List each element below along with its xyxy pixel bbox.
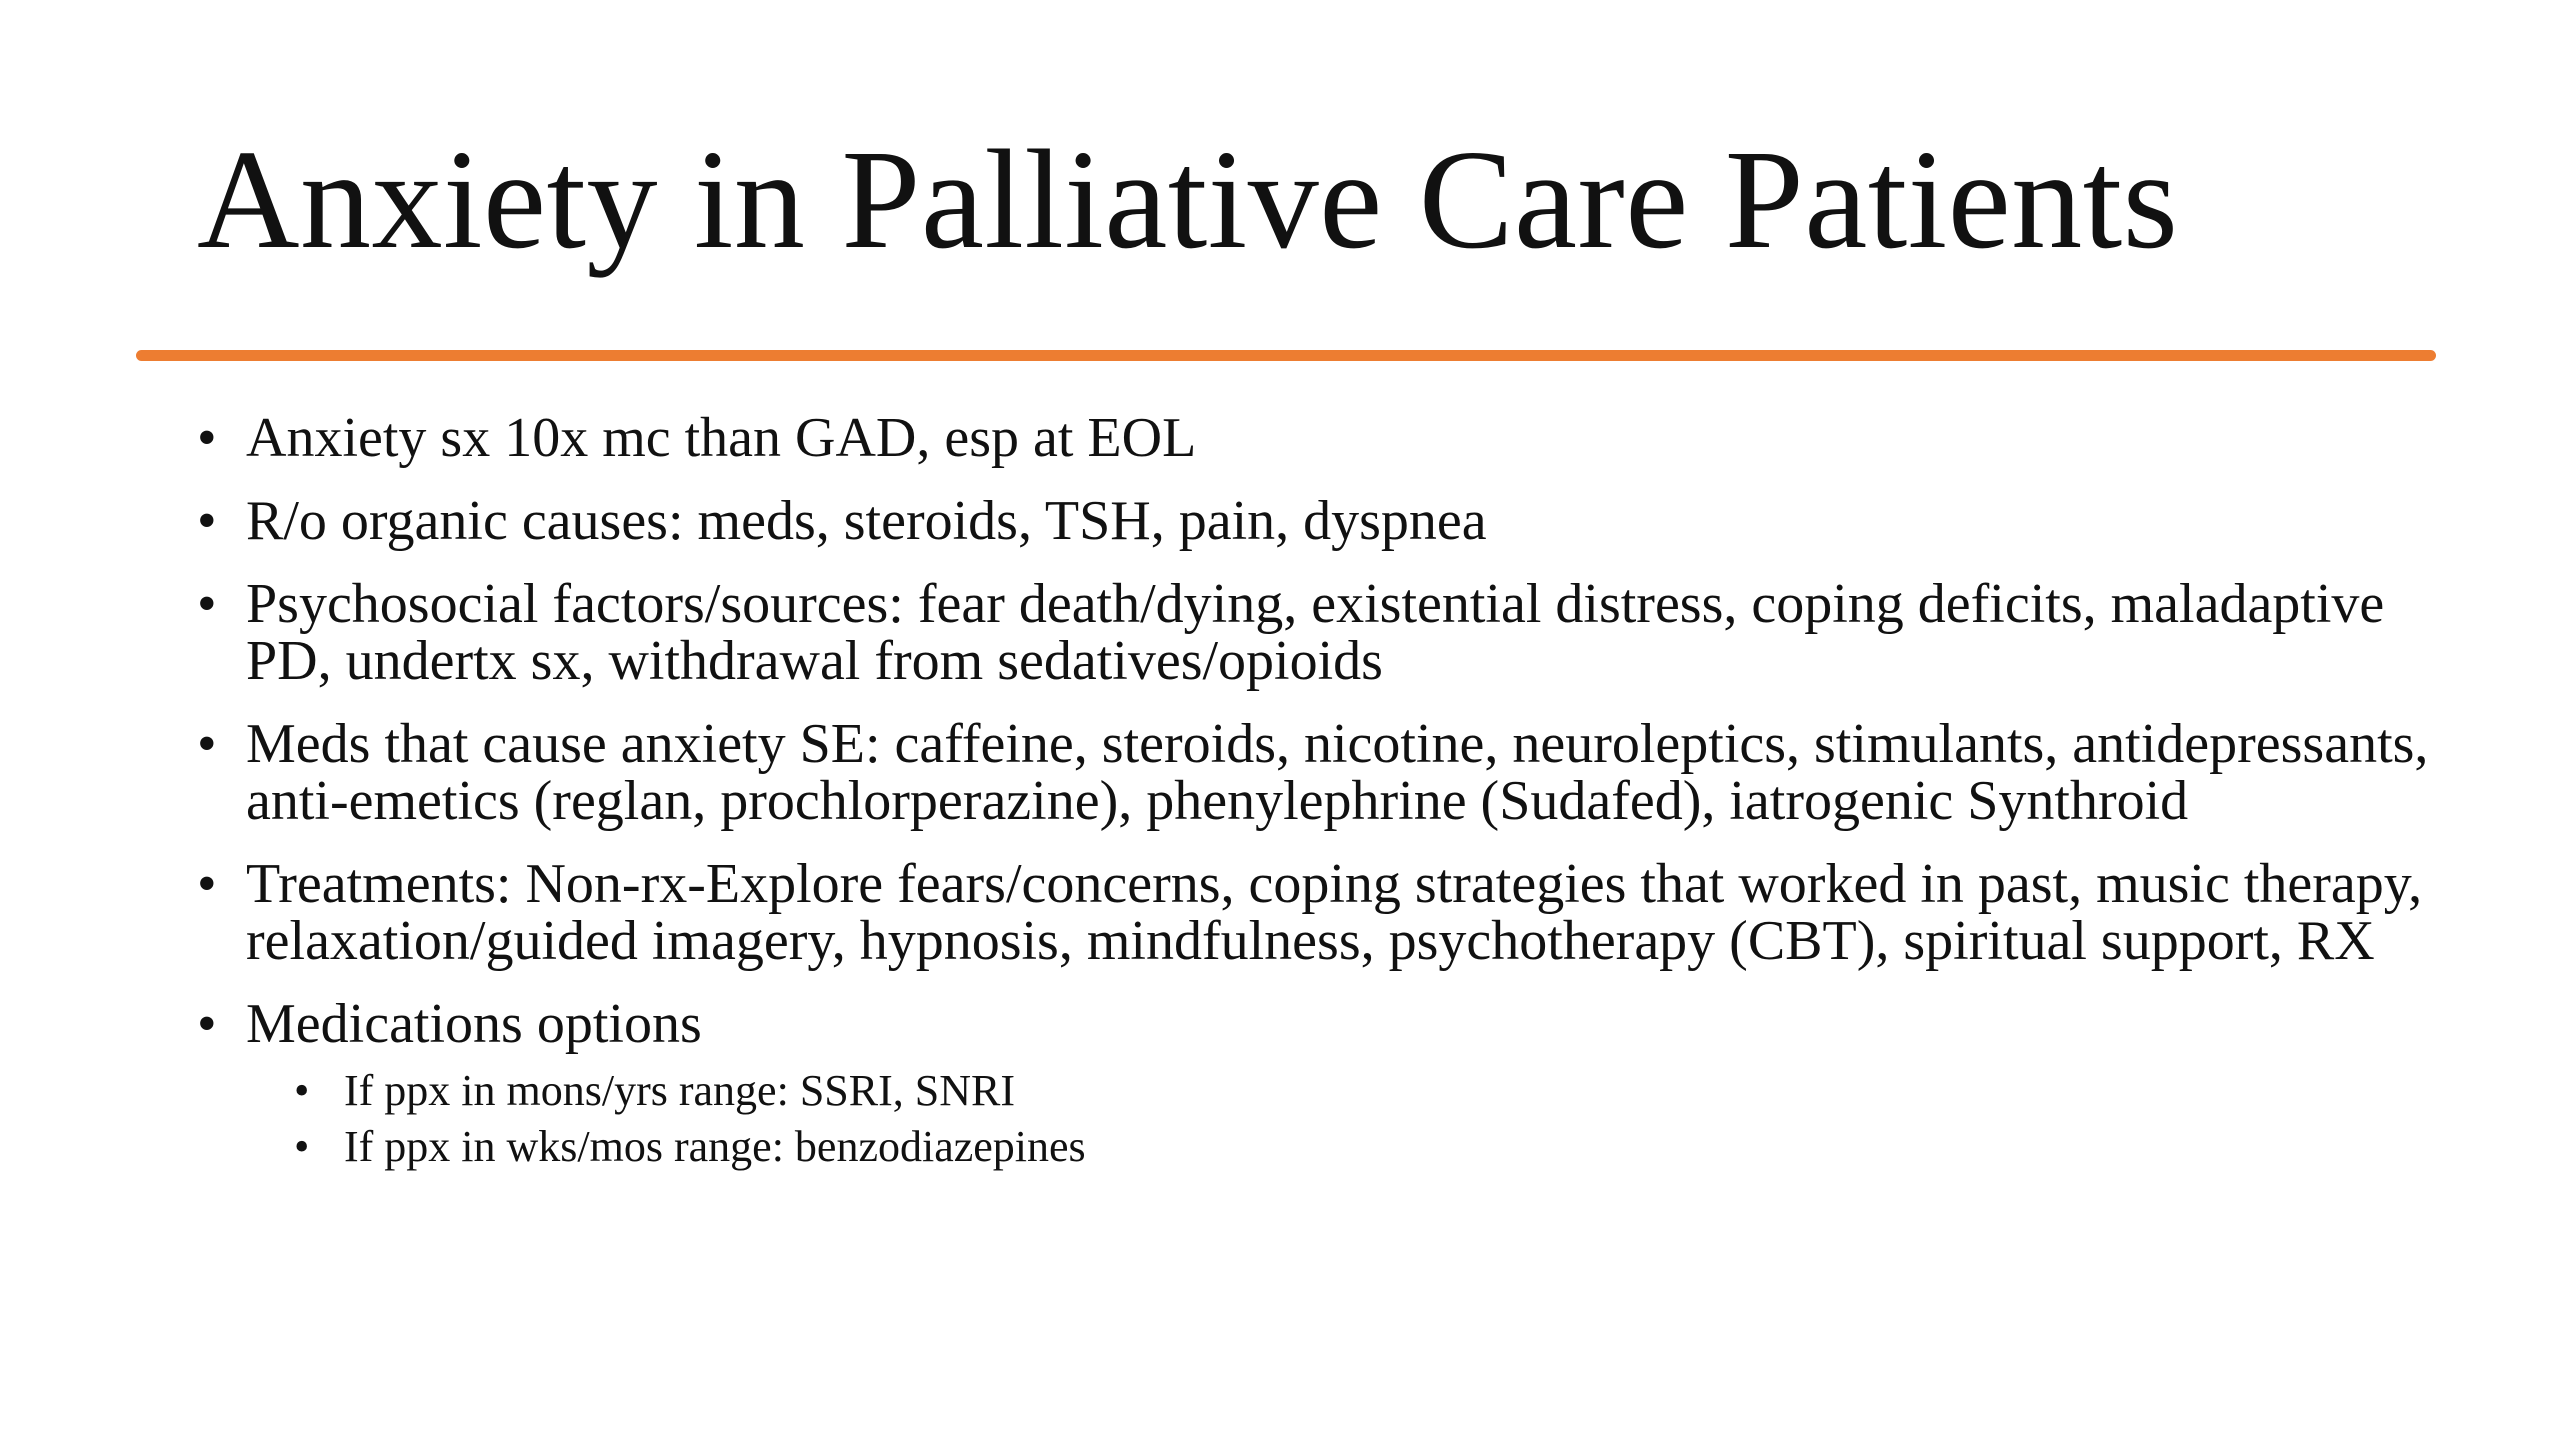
slide-body — [197, 407, 2457, 1201]
bullet-icon: • — [294, 1122, 310, 1171]
sub-bullet-text: If ppx in wks/mos range: benzodiazepines — [344, 1122, 1086, 1171]
bullet-icon: • — [197, 573, 217, 635]
title-divider — [136, 350, 2436, 361]
sub-bullet-list — [294, 1063, 2457, 1175]
sub-list-item — [294, 1063, 2457, 1119]
bullet-text: Anxiety sx 10x mc than GAD, esp at EOL — [246, 407, 1197, 469]
bullet-icon: • — [197, 407, 217, 469]
slide-title: Anxiety in Palliative Care Patients — [197, 120, 2179, 278]
list-item — [197, 993, 2457, 1175]
sub-list-item — [294, 1119, 2457, 1175]
list-item — [197, 713, 2457, 832]
bullet-text: Treatments: Non-rx-Explore fears/concerns, coping strategies that worked in past, music therapy, relaxation/guided imagery, hypnosis, mindfulness, psychotherapy (CBT), spiritual support, RX — [246, 853, 2423, 972]
bullet-list — [197, 407, 2457, 1175]
bullet-icon: • — [197, 853, 217, 915]
bullet-text: Psychosocial factors/sources: fear death/dying, existential distress, coping deficits, maladaptive PD, undertx sx, withdrawal from sedatives/opioids — [246, 573, 2385, 692]
bullet-text: R/o organic causes: meds, steroids, TSH, pain, dyspnea — [246, 490, 1487, 552]
list-item — [197, 853, 2457, 972]
bullet-icon: • — [294, 1066, 310, 1115]
bullet-icon: • — [197, 490, 217, 552]
list-item — [197, 490, 2457, 552]
list-item — [197, 573, 2457, 692]
bullet-icon: • — [197, 713, 217, 775]
bullet-text: Medications options — [246, 993, 702, 1055]
bullet-text: Meds that cause anxiety SE: caffeine, steroids, nicotine, neuroleptics, stimulants, antidepressants, anti-emetics (reglan, prochlorperazine), phenylephrine (Sudafed), iatrogenic Synthroid — [246, 713, 2429, 832]
sub-bullet-text: If ppx in mons/yrs range: SSRI, SNRI — [344, 1066, 1015, 1115]
list-item — [197, 407, 2457, 469]
bullet-icon: • — [197, 993, 217, 1055]
